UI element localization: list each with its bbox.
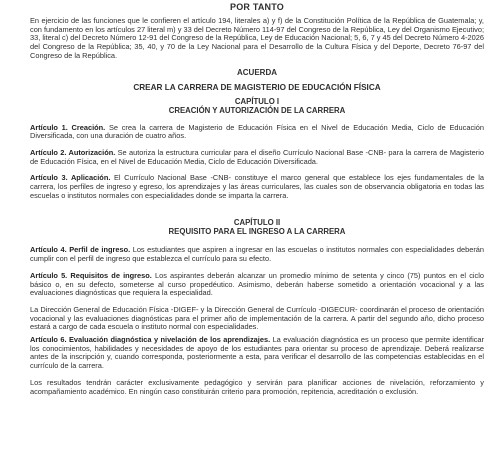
article-1-text: Se crea la carrera de Magisterio de Educación Física en el Nivel de Educación Media, Ciclo de Educación Diversificada, con una duración de cuatro años.	[30, 122, 485, 141]
chapter1-title: CREACIÓN Y AUTORIZACIÓN DE LA CARRERA	[168, 105, 346, 115]
intro-paragraph: En ejercicio de las funciones que le confieren el artículo 194, literales a) y f) de la Constitución Política de la República de Guatemala; y, con fundamento en los artículos 27 literal m) y 33 del Decreto Número 114-97 del Congreso de la República, Ley del Organismo Ejecutivo; 33, literal c) del Decreto Número 12-91 del Congreso de la República, Ley de Educación Nacional; 5, 6, 7 y 45 del Decreto Número 4-2026 del Congreso de la República; 35, 40, y 70 de la Ley Nacional para el Desarrollo de la Cultura Física y del Deporte, Decreto 76-97 del Congreso de la República.	[30, 16, 484, 60]
document-title: POR TANTO	[230, 2, 284, 12]
article-6-label: Artículo 6. Evaluación diagnóstica y nivelación de los aprendizajes.	[30, 335, 271, 345]
chapter1-number: CAPÍTULO I	[234, 96, 280, 106]
main-heading: CREAR LA CARRERA DE MAGISTERIO DE EDUCACIÓN FÍSICA	[133, 82, 381, 92]
chapter2-title: REQUISITO PARA EL INGRESO A LA CARRERA	[168, 227, 346, 237]
article-2	[30, 149, 484, 166]
article-1	[30, 124, 484, 141]
article-4-label: Artículo 4. Perfil de ingreso.	[30, 245, 131, 255]
acuerda-heading: ACUERDA	[237, 67, 277, 77]
article-5	[30, 272, 484, 298]
final-paragraph: Los resultados tendrán carácter exclusivamente pedagógico y servirán para planificar acciones de nivelación, reforzamiento y acompañamiento académico. En ningún caso constituirán criterio para promoción, repitencia, acreditación o exclusión.	[30, 377, 484, 396]
article-1-label: Artículo 1. Creación.	[30, 122, 106, 132]
article-5-text: Los aspirantes deberán alcanzar un promedio mínimo de setenta y cinco (75) puntos en el ciclo básico o, en su defecto, someterse al curso propedéutico. Asimismo, deberán haberse sometido a orientación vocacional y a las evaluaciones diagnósticas que requiera la especialidad.	[30, 270, 484, 298]
article-6	[30, 336, 484, 371]
article-3-label: Artículo 3. Aplicación.	[30, 173, 111, 183]
article-2-text: Se autoriza la estructura curricular para el diseño Currículo Nacional Base -CNB- para la carrera de Magisterio de Educación Física, en el Nivel de Educación Media, Ciclo de Educación Diversificada.	[30, 147, 484, 166]
chapter2-heading	[30, 218, 484, 236]
article-3	[30, 174, 484, 200]
article-6-text: La evaluación diagnóstica es un proceso que permite identificar los conocimientos, habilidades y necesidades de apoyo de los estudiantes para orientar su proceso de aprendizaje. Deberá realizarse antes de la inscripción y, cuando corresponda, posteriormente a esta, para verificar el desarrollo de las competencias establecidas en el currículo de la carrera.	[30, 335, 485, 371]
article-5-label: Artículo 5. Requisitos de ingreso.	[30, 270, 152, 280]
article-4-text: Los estudiantes que aspiren a ingresar en las escuelas o institutos normales con especialidades deberán cumplir con el perfil de ingreso que establezca el currículo para su efecto.	[30, 245, 484, 264]
digef-paragraph: La Dirección General de Educación Física -DIGEF- y la Dirección General de Currículo -DIGECUR- coordinarán el proceso de orientación vocacional y las evaluaciones diagnósticas para el primer año de implementación de la carrera. A partir del segundo año, dicho proceso estará a cargo de cada escuela o instituto normal con especialidades.	[30, 304, 484, 332]
article-2-label: Artículo 2. Autorización.	[30, 147, 116, 157]
article-4	[30, 246, 484, 263]
document-page	[0, 2, 500, 464]
chapter2-number: CAPÍTULO II	[233, 218, 281, 228]
article-3-text: El Currículo Nacional Base -CNB- constituye el marco general que establece los ejes fundamentales de la carrera, los perfiles de ingreso y egreso, los aprendizajes y las áreas curriculares, las cuales son de observancia obligatoria en todas las escuelas o institutos normales con especialidades donde se imparta la carrera.	[30, 173, 485, 200]
chapter1-heading	[30, 97, 484, 115]
